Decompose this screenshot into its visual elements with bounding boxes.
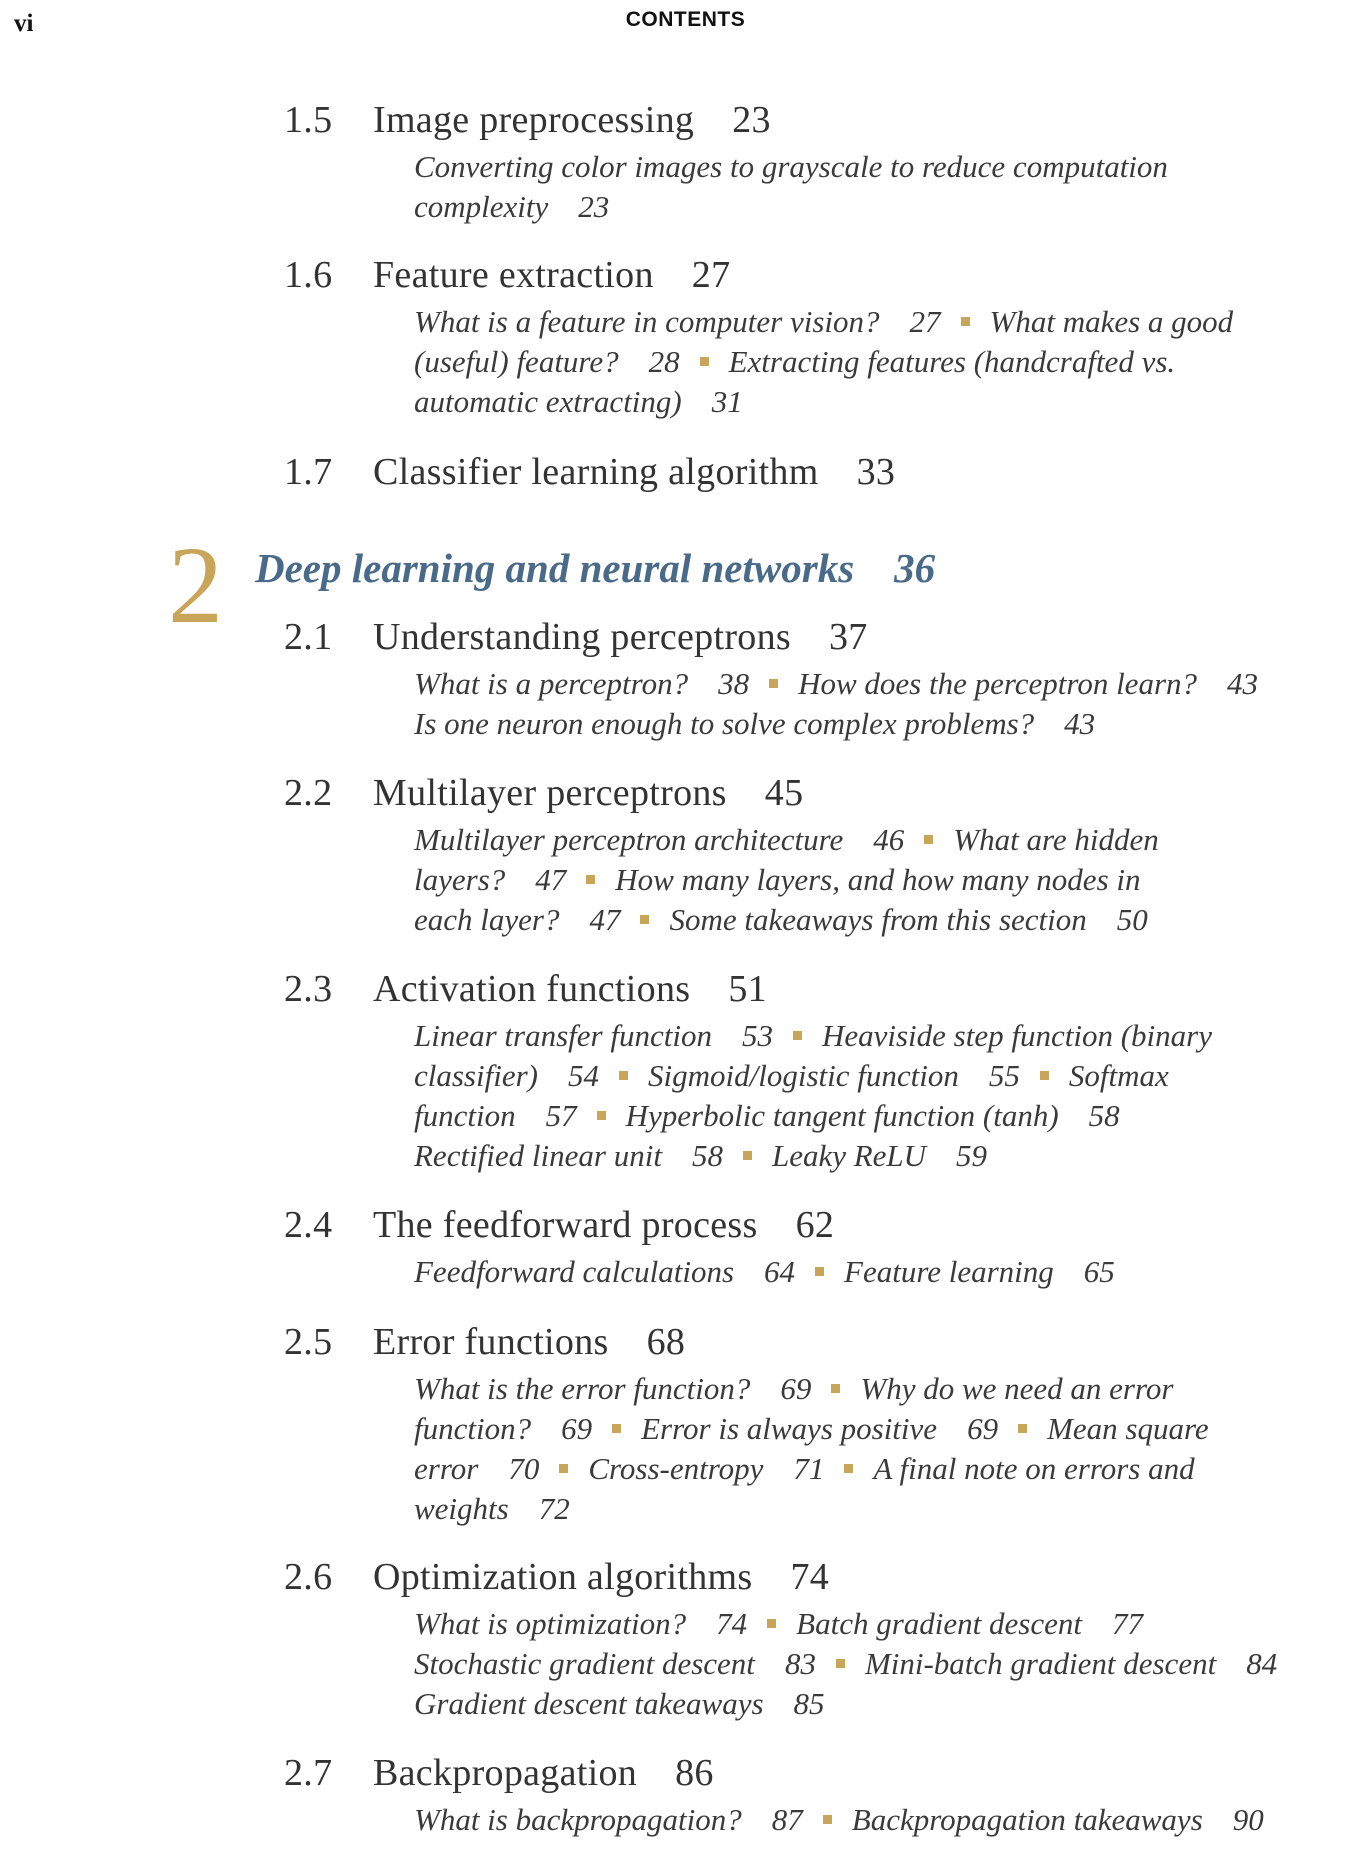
subsection-title: complexity	[414, 189, 549, 224]
subsection-entry[interactable]	[414, 344, 680, 379]
bullet-separator	[924, 835, 933, 844]
subsection-line	[414, 1016, 1212, 1056]
subsection-line	[414, 820, 1159, 860]
subsection-title: Mini-batch gradient descent	[864, 1646, 1217, 1681]
bullet-separator	[836, 1659, 845, 1668]
section-page: 68	[646, 1321, 686, 1363]
section-title	[373, 95, 771, 145]
section-title	[373, 964, 767, 1014]
subsection-entry[interactable]	[414, 1058, 599, 1093]
subsection-page: 58	[1088, 1098, 1120, 1133]
page-number: vi	[14, 10, 34, 37]
section-title-text: Activation functions	[373, 968, 691, 1010]
section-title	[373, 612, 868, 662]
subsection-title: Mean square	[1047, 1411, 1209, 1446]
subsection-title: layers?	[414, 862, 506, 897]
subsection-title: What is a feature in computer vision?	[414, 304, 880, 339]
subsection-page: 70	[508, 1451, 540, 1486]
subsection-entry[interactable]	[953, 822, 1158, 857]
section-page: 37	[829, 616, 868, 658]
subsection-line	[414, 302, 1233, 342]
section-number: 1.5	[284, 99, 333, 141]
section-number: 2.7	[284, 1752, 333, 1794]
subsection-entry[interactable]	[1069, 1058, 1169, 1093]
bullet-separator	[1040, 1071, 1049, 1080]
section-page: 62	[795, 1204, 835, 1246]
subsection-title: What is the error function?	[414, 1371, 751, 1406]
subsection-entry[interactable]	[588, 1451, 824, 1486]
subsection-entry[interactable]	[414, 1646, 816, 1681]
subsection-title: Heaviside step function (binary	[821, 1018, 1212, 1053]
section-heading[interactable]	[0, 250, 1371, 300]
subsection-page: 87	[771, 1802, 803, 1837]
bullet-separator	[559, 1464, 568, 1473]
subsection-page: 90	[1232, 1802, 1264, 1837]
subsection-line	[414, 1800, 1264, 1840]
subsection-title: Stochastic gradient descent	[414, 1646, 755, 1681]
section-title-text: Classifier learning algorithm	[373, 451, 819, 493]
subsection-entry[interactable]	[729, 344, 1176, 379]
subsection-entry[interactable]	[414, 1606, 747, 1641]
subsection-page: 50	[1116, 902, 1148, 937]
subsection-entry[interactable]	[414, 902, 620, 937]
subsection-entry[interactable]	[990, 304, 1234, 339]
bullet-separator	[619, 1071, 628, 1080]
subsection-page: 55	[988, 1058, 1020, 1093]
subsection-title: Leaky ReLU	[771, 1138, 927, 1173]
section-title-text: Multilayer perceptrons	[373, 772, 727, 814]
section-heading[interactable]	[0, 768, 1371, 818]
subsection-title: automatic extracting)	[414, 384, 682, 419]
section-heading[interactable]	[0, 964, 1371, 1014]
subsection-line	[414, 664, 1258, 704]
section-page: 86	[675, 1752, 714, 1794]
subsection-title: Converting color images to grayscale to reduce computation	[414, 149, 1168, 184]
subsection-title: error	[414, 1451, 479, 1486]
chapter-title-line[interactable]	[255, 538, 935, 598]
section-title	[373, 1200, 834, 1250]
subsection-page: 77	[1111, 1606, 1143, 1641]
subsection-line	[414, 1369, 1173, 1409]
subsection-page: 46	[873, 822, 905, 857]
subsection-page: 47	[535, 862, 567, 897]
bullet-separator	[1018, 1424, 1027, 1433]
subsection-title: Batch gradient descent	[796, 1606, 1082, 1641]
subsection-entry[interactable]	[796, 1606, 1143, 1641]
subsection-page: 83	[784, 1646, 816, 1681]
subsection-title: weights	[414, 1491, 509, 1526]
subsection-page: 69	[561, 1411, 593, 1446]
subsection-page: 65	[1083, 1254, 1115, 1289]
subsection-title: Rectified linear unit	[414, 1138, 662, 1173]
bullet-separator	[793, 1031, 802, 1040]
subsection-title: How many layers, and how many nodes in	[615, 862, 1141, 897]
subsection-page: 31	[711, 384, 743, 419]
subsection-entry[interactable]	[641, 1411, 998, 1446]
subsection-page: 23	[578, 189, 610, 224]
subsection-entry[interactable]	[822, 1018, 1212, 1053]
section-title-text: Understanding perceptrons	[373, 616, 791, 658]
bullet-separator	[961, 317, 970, 326]
chapter-number: 2	[168, 524, 223, 646]
subsection-entry[interactable]	[414, 666, 749, 701]
subsection-entry[interactable]	[414, 1098, 577, 1133]
subsection-title: Sigmoid/logistic function	[648, 1058, 959, 1093]
subsection-line	[414, 704, 1095, 744]
subsection-line	[414, 1644, 1277, 1684]
bullet-separator	[612, 1424, 621, 1433]
bullet-separator	[831, 1384, 840, 1393]
subsection-entry[interactable]	[414, 1802, 803, 1837]
subsection-line	[414, 342, 1175, 382]
subsection-title: classifier)	[414, 1058, 538, 1093]
subsection-line	[414, 1604, 1143, 1644]
subsection-entry[interactable]	[414, 1254, 795, 1289]
section-number: 1.7	[284, 451, 333, 493]
subsection-entry[interactable]	[1047, 1411, 1209, 1446]
section-heading[interactable]	[0, 95, 1371, 145]
subsection-entry[interactable]	[414, 149, 1168, 184]
section-title	[373, 768, 803, 818]
subsection-title: Multilayer perceptron architecture	[414, 822, 844, 857]
subsection-page: 59	[956, 1138, 988, 1173]
subsection-title: How does the perceptron learn?	[798, 666, 1198, 701]
toc-section	[0, 964, 1371, 1173]
subsection-line	[414, 147, 1168, 187]
subsection-line	[414, 187, 609, 227]
bullet-separator	[767, 1619, 776, 1628]
subsection-page: 54	[568, 1058, 599, 1093]
subsection-entry[interactable]	[772, 1138, 987, 1173]
subsection-line	[414, 382, 743, 422]
subsection-page: 84	[1246, 1646, 1278, 1681]
subsection-title: Feature learning	[844, 1254, 1054, 1289]
subsection-page: 71	[793, 1451, 825, 1486]
subsection-page: 43	[1064, 706, 1096, 741]
subsection-page: 64	[764, 1254, 796, 1289]
section-number: 2.5	[284, 1321, 333, 1363]
section-title	[373, 1552, 829, 1602]
section-number: 1.6	[284, 254, 333, 296]
subsection-title: Some takeaways from this section	[669, 902, 1087, 937]
subsection-title: What is backpropagation?	[414, 1802, 742, 1837]
section-page: 23	[732, 99, 771, 141]
subsection-entry[interactable]	[414, 822, 904, 857]
subsection-entry[interactable]	[414, 1411, 592, 1446]
subsection-entry[interactable]	[414, 1371, 811, 1406]
subsection-entry[interactable]	[414, 1451, 539, 1486]
subsection-page: 38	[718, 666, 750, 701]
section-title-text: Feature extraction	[373, 254, 654, 296]
subsection-title: Is one neuron enough to solve complex problems?	[414, 706, 1035, 741]
section-title	[373, 447, 895, 497]
section-page: 33	[856, 451, 896, 493]
section-page: 45	[764, 772, 804, 814]
section-number: 2.3	[284, 968, 333, 1010]
subsection-entry[interactable]	[669, 902, 1147, 937]
section-heading[interactable]	[0, 612, 1371, 662]
subsection-entry[interactable]	[860, 1371, 1173, 1406]
subsection-entry[interactable]	[414, 304, 941, 339]
toc-section	[0, 250, 1371, 419]
subsection-entry[interactable]	[414, 1686, 825, 1721]
subsection-line	[414, 1056, 1169, 1096]
toc-section	[0, 768, 1371, 937]
section-heading[interactable]	[0, 1200, 1371, 1250]
subsection-entry[interactable]	[414, 706, 1095, 741]
subsection-title: Error is always positive	[641, 1411, 938, 1446]
bullet-separator	[844, 1464, 853, 1473]
bullet-separator	[769, 679, 778, 688]
subsection-page: 69	[967, 1411, 999, 1446]
subsection-entry[interactable]	[414, 189, 609, 224]
subsection-title: Cross-entropy	[588, 1451, 764, 1486]
bullet-separator	[815, 1267, 824, 1276]
toc-section	[0, 1317, 1371, 1526]
toc-section	[0, 95, 1371, 224]
section-number: 2.2	[284, 772, 333, 814]
subsection-page: 27	[909, 304, 941, 339]
subsection-line	[414, 1096, 1120, 1136]
subsection-title: What is a perceptron?	[414, 666, 689, 701]
bullet-separator	[823, 1815, 832, 1824]
subsection-page: 53	[741, 1018, 773, 1053]
subsection-title: Why do we need an error	[860, 1371, 1174, 1406]
subsection-title: Gradient descent takeaways	[414, 1686, 764, 1721]
subsection-line	[414, 1252, 1115, 1292]
subsection-entry[interactable]	[865, 1646, 1277, 1681]
subsection-entry[interactable]	[414, 1138, 723, 1173]
section-number: 2.1	[284, 616, 333, 658]
subsection-title: function?	[414, 1411, 532, 1446]
subsection-line	[414, 1409, 1209, 1449]
section-title-text: Backpropagation	[373, 1752, 638, 1794]
subsection-line	[414, 1489, 570, 1529]
subsection-title: Hyperbolic tangent function (tanh)	[625, 1098, 1059, 1133]
subsection-title: What makes a good	[989, 304, 1234, 339]
section-title-text: Optimization algorithms	[373, 1556, 753, 1598]
subsection-entry[interactable]	[626, 1098, 1120, 1133]
running-head: CONTENTS	[625, 8, 746, 31]
subsection-title: What is optimization?	[414, 1606, 687, 1641]
section-heading[interactable]	[0, 447, 1371, 497]
section-number: 2.6	[284, 1556, 333, 1598]
subsection-page: 57	[545, 1098, 577, 1133]
chapter-title: Deep learning and neural networks	[255, 545, 855, 591]
subsection-title: function	[414, 1098, 516, 1133]
section-page: 27	[691, 254, 731, 296]
subsection-entry[interactable]	[648, 1058, 1020, 1093]
subsection-page: 43	[1227, 666, 1259, 701]
subsection-page: 69	[780, 1371, 812, 1406]
section-heading[interactable]	[0, 1317, 1371, 1367]
subsection-entry[interactable]	[414, 862, 566, 897]
subsection-title: (useful) feature?	[414, 344, 619, 379]
section-title	[373, 1317, 685, 1367]
subsection-title: Feedforward calculations	[414, 1254, 735, 1289]
subsection-page: 58	[691, 1138, 723, 1173]
subsection-entry[interactable]	[873, 1451, 1194, 1486]
subsection-line	[414, 1449, 1195, 1489]
subsection-line	[414, 1684, 825, 1724]
toc-section	[0, 1748, 1371, 1837]
toc-section	[0, 612, 1371, 741]
subsection-title: A final note on errors and	[873, 1451, 1195, 1486]
subsection-entry[interactable]	[852, 1802, 1264, 1837]
subsection-entry[interactable]	[615, 862, 1140, 897]
section-heading[interactable]	[0, 1748, 1371, 1798]
subsection-title: Backpropagation takeaways	[851, 1802, 1203, 1837]
section-title	[373, 1748, 714, 1798]
subsection-title: Linear transfer function	[414, 1018, 712, 1053]
subsection-page: 85	[793, 1686, 825, 1721]
chapter-page: 36	[894, 545, 936, 591]
subsection-title: Extracting features (handcrafted vs.	[728, 344, 1176, 379]
section-page: 51	[728, 968, 767, 1010]
subsection-page: 72	[538, 1491, 570, 1526]
section-title-text: Image preprocessing	[373, 99, 695, 141]
subsection-line	[414, 1136, 987, 1176]
subsection-line	[414, 900, 1148, 940]
subsection-entry[interactable]	[414, 384, 743, 419]
bullet-separator	[700, 357, 709, 366]
toc-section	[0, 1552, 1371, 1721]
subsection-entry[interactable]	[414, 1491, 570, 1526]
subsection-page: 74	[716, 1606, 748, 1641]
toc-section	[0, 447, 1371, 497]
subsection-entry[interactable]	[798, 666, 1258, 701]
subsection-entry[interactable]	[414, 1018, 773, 1053]
subsection-entry[interactable]	[844, 1254, 1115, 1289]
section-title-text: The feedforward process	[373, 1204, 758, 1246]
subsection-title: What are hidden	[953, 822, 1159, 857]
section-title-text: Error functions	[373, 1321, 609, 1363]
subsection-page: 47	[589, 902, 621, 937]
bullet-separator	[640, 915, 649, 924]
section-page: 74	[790, 1556, 830, 1598]
toc-section	[0, 1200, 1371, 1289]
section-title	[373, 250, 730, 300]
section-number: 2.4	[284, 1204, 333, 1246]
subsection-title: each layer?	[414, 902, 560, 937]
subsection-page: 28	[648, 344, 680, 379]
subsection-line	[414, 860, 1141, 900]
subsection-title: Softmax	[1068, 1058, 1169, 1093]
bullet-separator	[743, 1151, 752, 1160]
bullet-separator	[597, 1111, 606, 1120]
section-heading[interactable]	[0, 1552, 1371, 1602]
bullet-separator	[586, 875, 595, 884]
